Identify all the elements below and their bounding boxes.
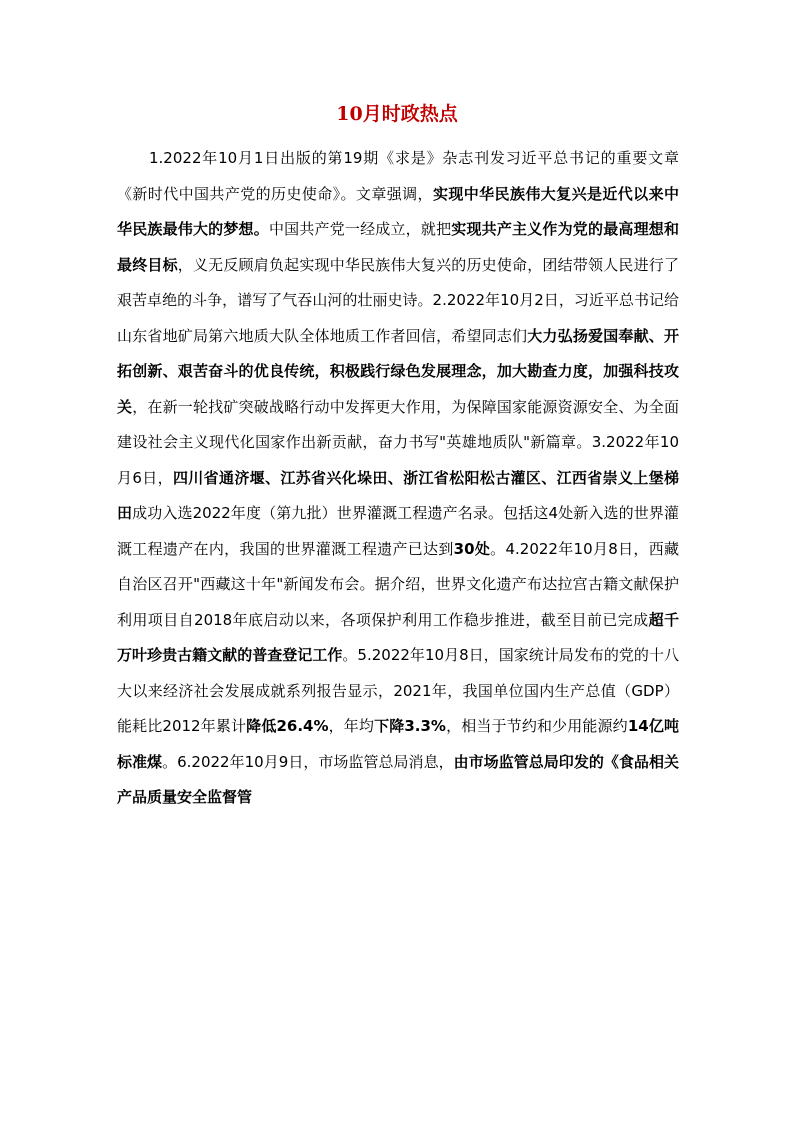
bold-text-run: 30处 bbox=[453, 539, 491, 558]
text-run: ，年均 bbox=[328, 717, 375, 735]
text-run: ，相当于节约和少用能源约 bbox=[445, 717, 628, 735]
text-run: ，在新一轮找矿突破战略行动中发挥更大作用，为保障国家能源资源安全、为全面建设社会主义现代化国家作出新贡献，奋力书写"英雄地质队"新篇章。3.2022年10月6日， bbox=[117, 397, 679, 487]
bold-text-run: 下降3.3% bbox=[374, 717, 446, 735]
text-run: 1.2022年10月1日出版的第19期《求是》杂志刊发习近平总书记的重要文章《新时代中国共产党的历史使命》。文章强调， bbox=[117, 149, 679, 203]
text-run: 。4.2022年10月8日，西藏自治区召开"西藏这十年"新闻发布会。据介绍，世界文化遗产布达拉宫古籍文献保护利用项目自2018年底启动以来，各项保护利用工作稳步推进，截至目前已完成 bbox=[117, 539, 679, 629]
bold-text-run: 大力弘扬爱国奉献、开拓创新、艰苦奋斗的优良传统，积极践行绿色发展理念，加大勘查力度，加强科技攻关 bbox=[117, 326, 679, 416]
bold-text-run: 14亿吨标准煤 bbox=[117, 717, 679, 771]
text-run: 。5.2022年10月8日，国家统计局发布的党的十八大以来经济社会发展成就系列报告显示，2021年，我国单位国内生产总值（GDP）能耗比2012年累计 bbox=[117, 646, 679, 735]
bold-text-run: 四川省通济堰、江苏省兴化垛田、浙江省松阳松古灌区、江西省崇义上堡梯田 bbox=[117, 468, 679, 522]
bold-text-run: 实现中华民族伟大复兴是近代以来中华民族最伟大的梦想。 bbox=[117, 184, 679, 238]
text-run: ，义无反顾肩负起实现中华民族伟大复兴的历史使命，团结带领人民进行了艰苦卓绝的斗争，谱写了气吞山河的壮丽史诗。2.2022年10月2日，习近平总书记给山东省地矿局第六地质大队全体地质工作者回信，希望同志们 bbox=[117, 255, 679, 345]
text-run: 。6.2022年10月9日，市场监管总局消息， bbox=[162, 752, 454, 771]
bold-text-run: 超千万叶珍贵古籍文献的普查登记工作 bbox=[117, 610, 679, 664]
bold-text-run: 实现共产主义作为党的最高理想和最终目标 bbox=[117, 220, 679, 274]
bold-text-run: 由市场监管总局印发的《食品相关产品质量安全监督管 bbox=[117, 752, 679, 806]
body-paragraph bbox=[117, 141, 679, 816]
text-run: 中国共产党一经成立，就把 bbox=[268, 220, 452, 238]
bold-text-run: 降低26.4% bbox=[246, 717, 329, 735]
document-title: 10月时政热点 bbox=[336, 103, 458, 125]
text-run: 成功入选2022年度（第九批）世界灌溉工程遗产名录。包括这4处新入选的世界灌溉工程遗产在内，我国的世界灌溉工程遗产已达到 bbox=[117, 504, 679, 558]
